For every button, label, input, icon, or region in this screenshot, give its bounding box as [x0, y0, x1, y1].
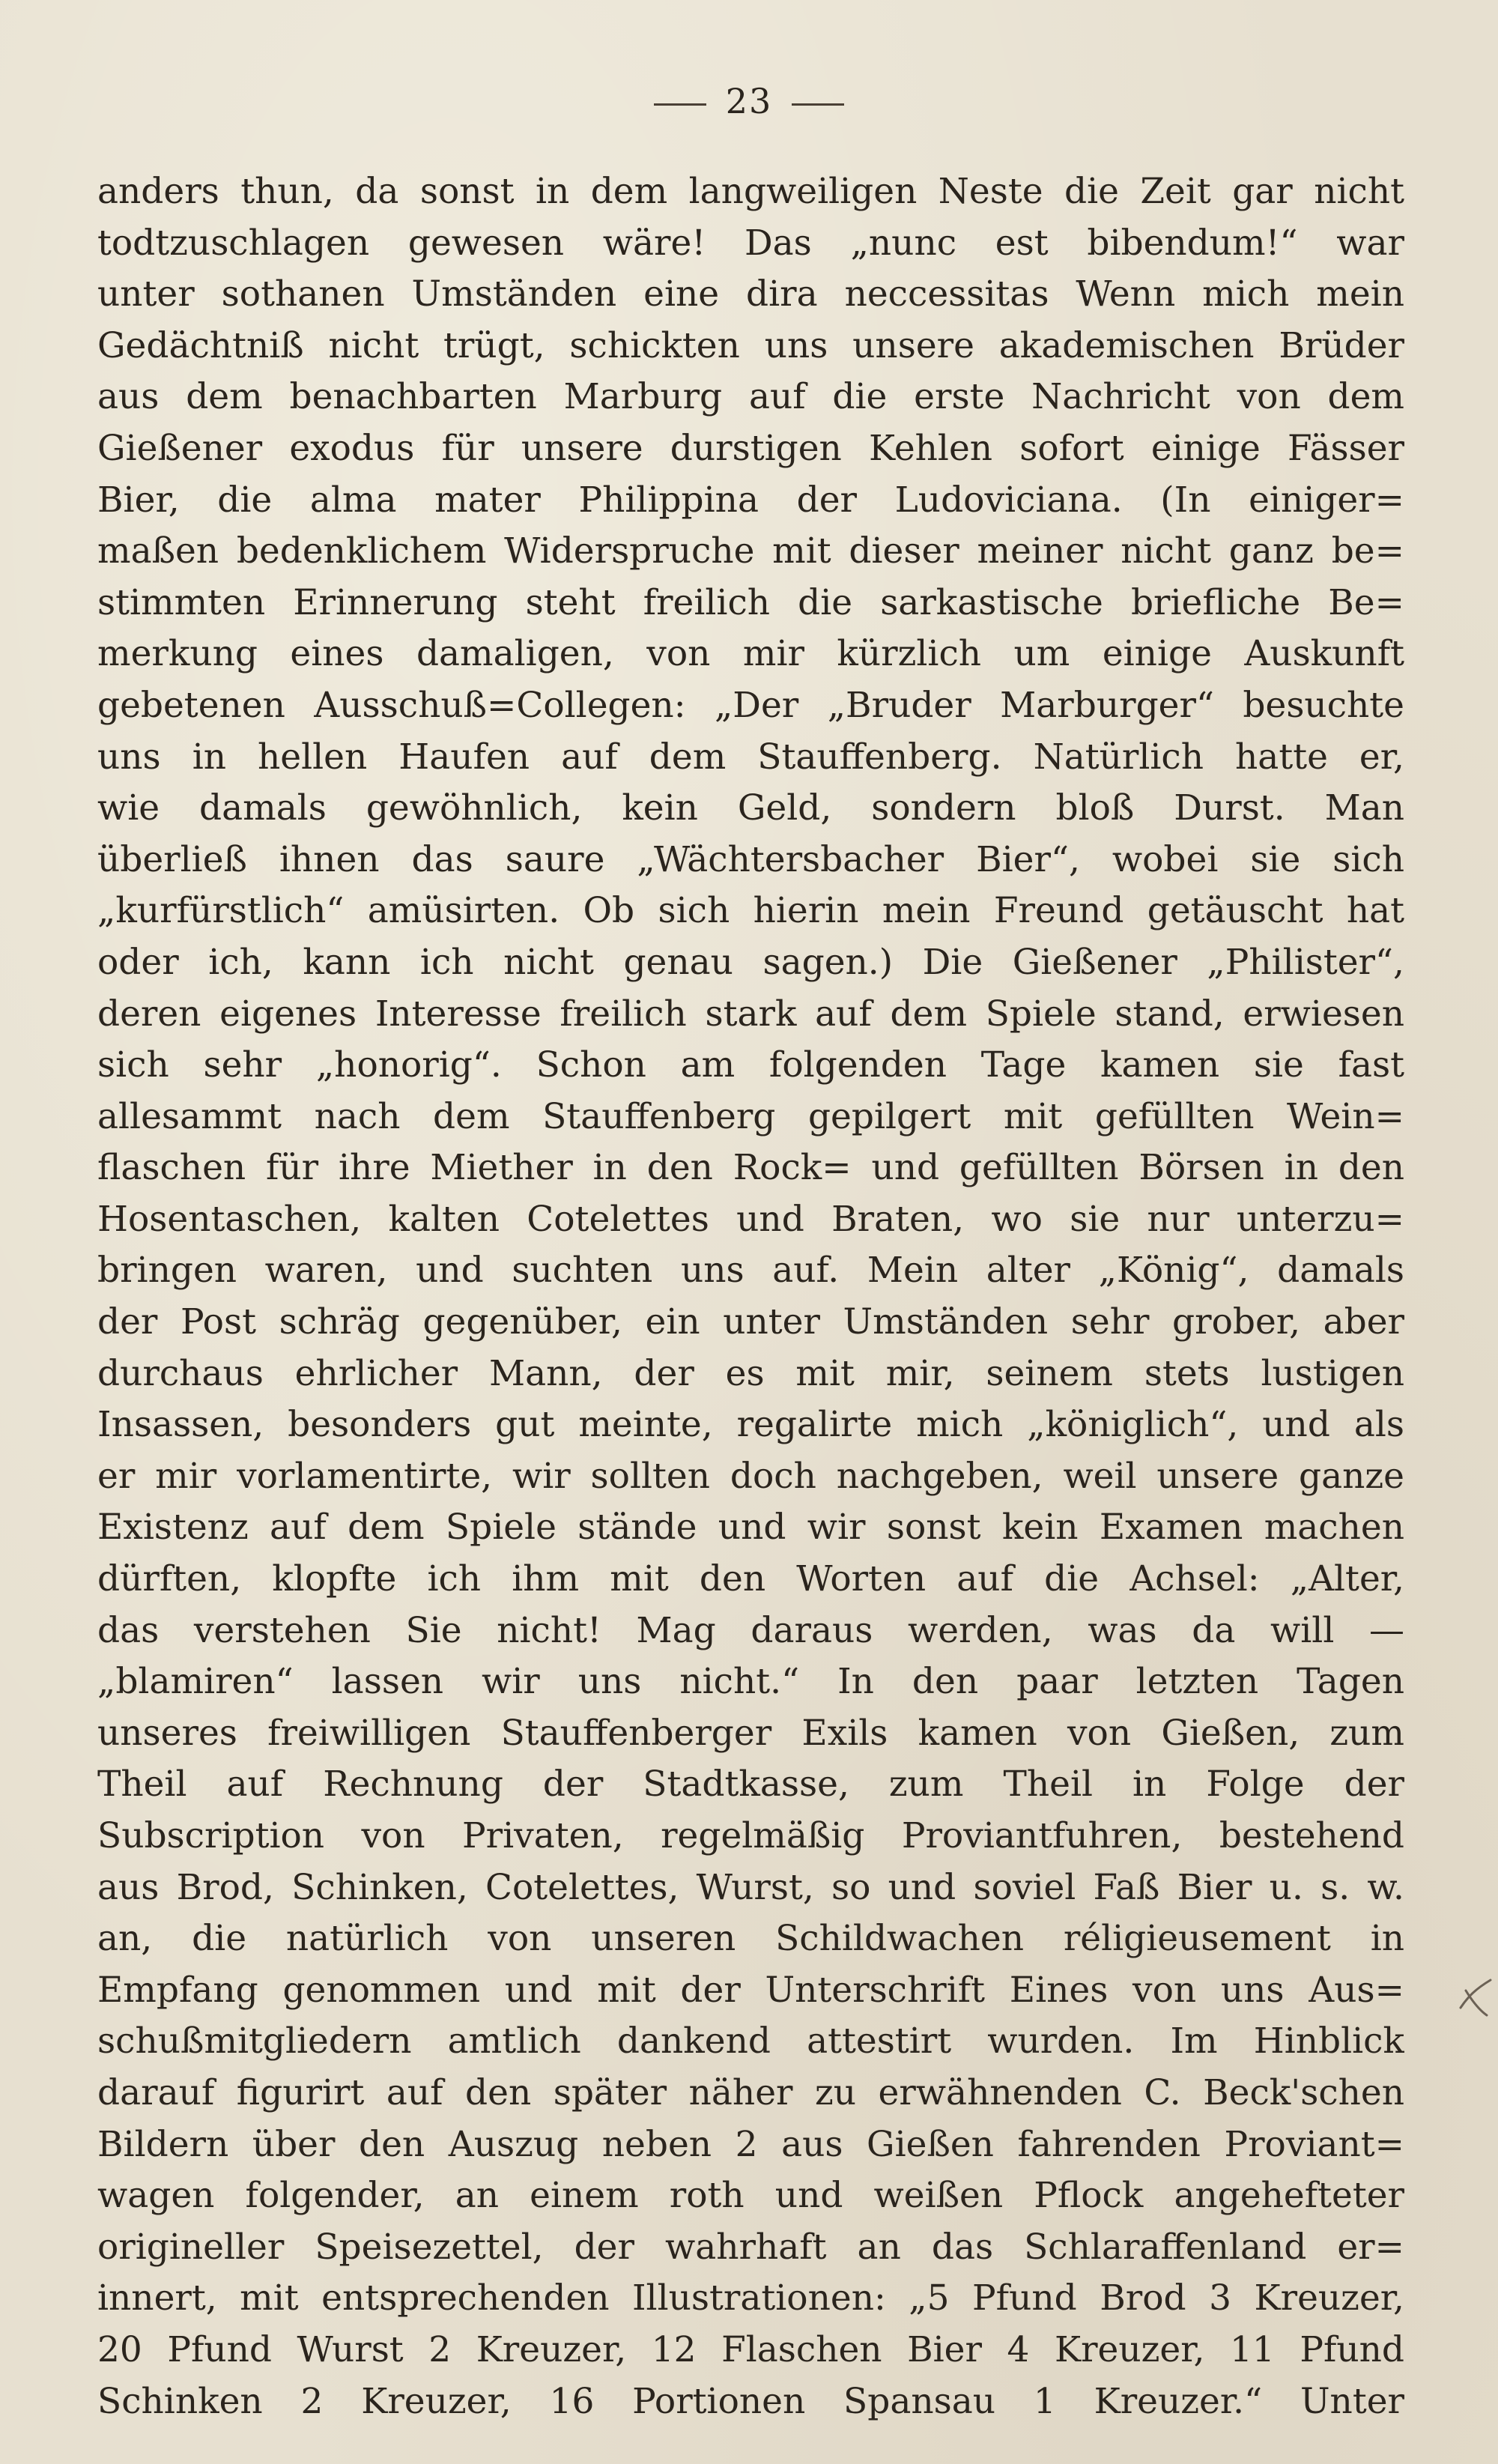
text-line: Bildern über den Auszug neben 2 aus Gießen fahrenden Proviant= — [97, 2123, 1404, 2165]
text-line: flaschen für ihre Miether in den Rock= und gefüllten Börsen in den — [97, 1147, 1404, 1189]
text-line: wagen folgender, an einem roth und weißen Pflock angehefteter — [97, 2175, 1404, 2217]
text-line: origineller Speisezettel, der wahrhaft an das Schlaraffenland er= — [97, 2226, 1404, 2268]
text-line: durchaus ehrlicher Mann, der es mit mir, seinem stets lustigen — [97, 1352, 1404, 1394]
text-line: an, die natürlich von unseren Schildwachen réligieusement in — [97, 1918, 1404, 1960]
text-line: das verstehen Sie nicht! Mag daraus werden, was da will — — [97, 1609, 1404, 1651]
text-line: oder ich, kann ich nicht genau sagen.) Die Gießener „Philister“, — [97, 941, 1404, 983]
text-line: stimmten Erinnerung steht freilich die sarkastische briefliche Be= — [97, 581, 1404, 623]
text-line: wie damals gewöhnlich, kein Geld, sondern bloß Durst. Man — [97, 787, 1404, 829]
text-line: Theil auf Rechnung der Stadtkasse, zum Theil in Folge der — [97, 1764, 1404, 1805]
text-line: schußmitgliedern amtlich dankend attestirt wurden. Im Hinblick — [97, 2020, 1404, 2062]
text-line: Empfang genommen und mit der Unterschrift Eines von uns Aus= — [97, 1969, 1404, 2011]
text-line: Bier, die alma mater Philippina der Ludoviciana. (In einiger= — [97, 479, 1404, 521]
text-line: aus dem benachbarten Marburg auf die erste Nachricht von dem — [97, 376, 1404, 418]
header-dash-left — [654, 103, 706, 106]
margin-pencil-mark — [1457, 1974, 1494, 2019]
text-line: anders thun, da sonst in dem langweiligen Neste die Zeit gar nicht — [97, 171, 1404, 212]
text-line: merkung eines damaligen, von mir kürzlich um einige Auskunft — [97, 633, 1404, 675]
text-line: deren eigenes Interesse freilich stark auf dem Spiele stand, erwiesen — [97, 993, 1404, 1035]
text-line: „blamiren“ lassen wir uns nicht.“ In den paar letzten Tagen — [97, 1661, 1404, 1703]
text-line: Schinken 2 Kreuzer, 16 Portionen Spansau 1 Kreuzer.“ Unter — [97, 2380, 1404, 2422]
text-line: dürften, klopfte ich ihm mit den Worten auf die Achsel: „Alter, — [97, 1558, 1404, 1600]
text-line: „kurfürstlich“ amüsirten. Ob sich hierin mein Freund getäuscht hat — [97, 890, 1404, 932]
page-header — [0, 81, 1498, 121]
text-line: Gedächtniß nicht trügt, schickten uns unsere akademischen Brüder — [97, 324, 1404, 366]
text-line: Subscription von Privaten, regelmäßig Proviantfuhren, bestehend — [97, 1815, 1404, 1856]
text-line: Existenz auf dem Spiele stände und wir sonst kein Examen machen — [97, 1507, 1404, 1549]
text-line: der Post schräg gegenüber, ein unter Umständen sehr grober, aber — [97, 1301, 1404, 1343]
text-line: 20 Pfund Wurst 2 Kreuzer, 12 Flaschen Bier 4 Kreuzer, 11 Pfund — [97, 2328, 1404, 2370]
text-line: bringen waren, und suchten uns auf. Mein alter „König“, damals — [97, 1250, 1404, 1292]
text-line: todtzuschlagen gewesen wäre! Das „nunc est bibendum!“ war — [97, 222, 1404, 264]
text-line: unter sothanen Umständen eine dira neccessitas Wenn mich mein — [97, 273, 1404, 315]
text-line: aus Brod, Schinken, Cotelettes, Wurst, so und soviel Faß Bier u. s. w. — [97, 1866, 1404, 1908]
text-line: maßen bedenklichem Widerspruche mit dieser meiner nicht ganz be= — [97, 530, 1404, 572]
text-line: sich sehr „honorig“. Schon am folgenden Tage kamen sie fast — [97, 1044, 1404, 1086]
text-line: gebetenen Ausschuß=Collegen: „Der „Bruder Marburger“ besuchte — [97, 684, 1404, 726]
text-line: uns in hellen Haufen auf dem Stauffenberg. Natürlich hatte er, — [97, 736, 1404, 778]
text-line: Hosentaschen, kalten Cotelettes und Braten, wo sie nur unterzu= — [97, 1198, 1404, 1240]
text-line: Gießener exodus für unsere durstigen Kehlen sofort einige Fässer — [97, 427, 1404, 469]
text-line: darauf figurirt auf den später näher zu erwähnenden C. Beck'schen — [97, 2071, 1404, 2113]
text-line: allesammt nach dem Stauffenberg gepilgert mit gefüllten Wein= — [97, 1095, 1404, 1137]
page-number: 23 — [725, 81, 773, 121]
text-line: innert, mit entsprechenden Illustrationen: „5 Pfund Brod 3 Kreuzer, — [97, 2277, 1404, 2319]
text-line: er mir vorlamentirte, wir sollten doch nachgeben, weil unsere ganze — [97, 1455, 1404, 1497]
header-dash-right — [792, 103, 844, 106]
body-text — [97, 166, 1404, 2427]
text-line: Insassen, besonders gut meinte, regalirte mich „königlich“, und als — [97, 1404, 1404, 1446]
text-line: überließ ihnen das saure „Wächtersbacher Bier“, wobei sie sich — [97, 838, 1404, 880]
text-line: unseres freiwilligen Stauffenberger Exils kamen von Gießen, zum — [97, 1712, 1404, 1754]
